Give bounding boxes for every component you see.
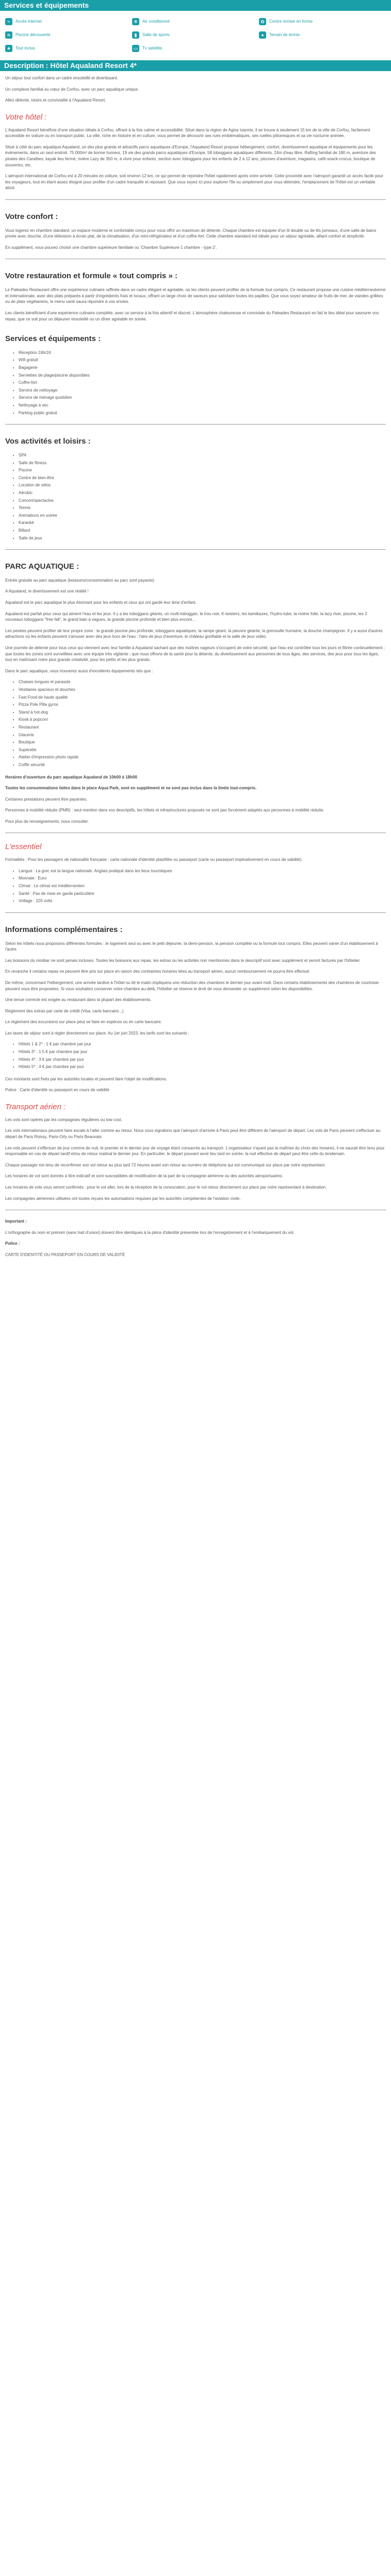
park-equipment-list <box>5 679 386 768</box>
service-label: Piscine découverte <box>15 32 51 38</box>
paragraph: Un séjour tout confort dans un cadre ensoleillé et divertissant. <box>5 76 118 80</box>
paragraph: Dans le parc aquatique, vous trouverez aussi d'excellents équipements tels que : <box>5 668 153 673</box>
service-item <box>259 31 386 39</box>
list-item: • Monnaie : Euro <box>19 875 386 882</box>
police-label: Police : <box>5 1241 20 1246</box>
tennis-icon: ● <box>259 31 266 39</box>
list-item: • Concert/spectacles <box>19 498 386 504</box>
list-item: • Tennis <box>19 505 386 511</box>
gym-icon: ▮ <box>132 31 139 39</box>
paragraph: Règlement des extras par carte de crédit (Visa, carte bancaire...). <box>5 1008 125 1013</box>
list-item: • Coiffe sécurité <box>19 762 386 768</box>
service-item <box>259 18 386 25</box>
paragraph: Les vols sont opérés par les compagnies régulières ou low cost. <box>5 1117 122 1122</box>
paragraph: En revanche il certains repas ne peuvent être pris sur place en raison des contraintes horaires liées au transport aérien, aucun remboursement ne pourra être effectué. <box>5 969 311 974</box>
list-item: • Fast Food de haute qualité <box>19 694 386 701</box>
paragraph: Une journée de détente pour tous ceux qui viennent avec leur famille à Aqualand sachant que des maîtres nageurs s'occupent de votre sécurité, que l'eau est contrôlée tous les jours et filtrée continuellement ; que toutes les zones sont surveillées avec une équipe très vigilante ; que nous offrons de la santé pour la détente, du divertissement aux personnes de tous âges, des services, des jeux pour tous les âges, tout en maîtrisant notre plus grande créativité, pour les petits et les plus grands. <box>5 646 385 663</box>
paragraph: Les boissons du minibar ne sont jamais incluses. Toutes les boissons aux repas, les extras ou les activités non mentionnés dans le descriptif sont avec supplément et seront facturés par l'hôtelier. <box>5 958 361 963</box>
divider <box>5 549 386 550</box>
list-item: • Réception 24h/24 <box>19 350 386 356</box>
service-label: Tv satellite <box>142 46 162 51</box>
park-hours: Horaires d'ouverture du parc aquatique Aqualand de 10h00 à 18h00 <box>5 774 137 779</box>
services-panel <box>0 11 391 60</box>
divider <box>5 912 386 913</box>
paragraph: Un complexe familial au cœur de Corfou, avec un parc aquatique unique. <box>5 87 139 92</box>
wellness-icon: ✿ <box>259 18 266 25</box>
tax-list <box>5 1041 386 1070</box>
transport-heading: Transport aérien : <box>5 1103 66 1112</box>
paragraph: Les pesées peuvent profiter de leur propre zone : la grande piscine peu profonde, toboggans aquatiques, la rampe géant, la pieuvre géante, la grenouille humaine, la douche champignon. Il y a aussi d'autres attractions où les enfants peuvent s'amuser avec des jeux hors de l'eau : l'aire de jeux d'aventure, le château gonflable et la salle de jeux vidéo. <box>5 628 383 639</box>
list-item: • Hôtels 4* : 3 € par chambre par jour <box>19 1057 386 1063</box>
service-item <box>132 18 259 25</box>
list-item: • Salle de jeux <box>19 535 386 541</box>
description-title-bar: Description : Hôtel Aqualand Resort 4* <box>0 60 391 71</box>
list-item: • Atelier d'impression photo rapide <box>19 754 386 760</box>
paragraph: Aqualand est le parc aquatique le plus étonnant pour les enfants et ceux qui ont gardé leur âme d'enfant. <box>5 600 197 605</box>
list-item: • Restaurant <box>19 724 386 731</box>
service-label: Accès internet <box>15 19 42 24</box>
paragraph: Une tenue correcte est exigée au restaurant dans la plupart des établissements. <box>5 997 152 1003</box>
paragraph: En supplément, vous pouvez choisir une chambre supérieure familiale ou 'Chambre Supérieure 1 chambre - type 2'. <box>5 245 217 250</box>
list-item: • Hôtels 3* : 1.5 € par chambre par jour <box>19 1049 386 1055</box>
paragraph: Les horaires de vols vous seront confirmés : pour le vol aller, lors de la réception de la convocation, pour le vol retour directement sur place par notre représentant à destination. <box>5 1184 327 1190</box>
paragraph: Certaines prestations peuvent être payantes. <box>5 796 88 802</box>
list-item: • Animations en soirée <box>19 513 386 519</box>
paragraph: Selon les hôtels nous proposons différentes formules : le logement seul ou avec le petit déjeuner, la demi-pension, la pension complète ou la formule tout compris. Elles peuvent varier d'un établissement à l'autre. <box>5 941 378 952</box>
list-item: • Supérette <box>19 747 386 753</box>
paragraph: Personnes à mobilité réduite (PMR) : seul mention dans vos descriptifs, les hôtels et infrastructures proposés ne sont pas forcément adaptés aux personnes à mobilité réduite. <box>5 808 324 813</box>
list-item: • Boutique <box>19 739 386 745</box>
list-item: • SPA <box>19 452 386 459</box>
activities-heading: Vos activités et loisirs : <box>5 437 91 446</box>
list-item: • Billard <box>19 528 386 534</box>
service-label: Centre remise en forme <box>269 19 313 24</box>
paragraph: L'aéroport international de Corfou est à 20 minutes en voiture, soit environ 12 km, ce qui permet de rejoindre l'hôtel rapidement après votre arrivée. Cette proximité avec l'aéroport garantit un accès facile pour les voyageurs, tout en étant assez éloigné pour profiter d'un cadre tranquille et reposant. Que vous soyez ici pour explorer l'île ou simplement pour vous détendre, l'emplacement de l'hôtel est un véritable atout. <box>5 174 383 191</box>
list-item: • Coffre-fort <box>19 380 386 386</box>
service-label: Terrain de tennis <box>269 32 300 38</box>
paragraph: Les vols internationaux peuvent faire escale à l'aller comme au retour. Nous vous signalons que l'aéroport d'arrivée à Paris peut être différent de l'aéroport de départ. Les vols de Paris peuvent s'effectuer au départ de Paris Roissy, Paris-Orly ou Paris Beauvais. <box>5 1128 381 1139</box>
service-item <box>132 45 259 52</box>
paragraph: Situé à côté du parc aquatique Aqualand, un des plus grands et attractifs parcs aquatiques d'Europe, l'Aqualand Resort propose hébergement, confort, divertissement aquatique et équipements pour les évènements, dans un seul endroit. 75 000m² de bonne humeur, 19 vie des grands parcs aquatiques d'Europe, 58 toboggans aquatiques différents, 24m d'eau libre, Rafting familial de 180 m, aventure des pirates des Caraïbes, kayak lieu fermé, rivière Lazy de 350 m, à vivre pour enfants, section avec toboggans pour les enfants de 2 à 12 ans, piscines d'aventure, magasins, café-snack-crocus, boutique de souvenirs, etc. <box>5 144 376 167</box>
list-item: • Langue : La grec est la langue nationale. Anglais pratiqué dans les lieux touristiques <box>19 868 386 874</box>
service-item <box>132 31 259 39</box>
tv-icon: ▭ <box>132 45 139 52</box>
paragraph: L'Aqualand Resort bénéficie d'une situation idéale à Corfou, offrant à la fois calme et accessibilité. Situé dans la région de Agios Ioannis, il se trouve à seulement 15 km de la ville de Corfou, facilement accessible en voiture ou en transport public. La ville, riche en histoire et en culture, vous permet de découvrir ses rues emblématiques, ses ruelles pittoresques et sa vie nocturne animée. <box>5 127 370 139</box>
essentiel-list <box>5 868 386 904</box>
list-item: • Climat : Le climat est méditerranéen <box>19 883 386 889</box>
snowflake-icon: ❄ <box>132 18 139 25</box>
restaurant-heading: Votre restauration et formule « tout compris » : <box>5 272 177 281</box>
list-item: • Piscine <box>19 467 386 473</box>
paragraph: Les clients bénéficient d'une expérience culinaire complète, avec un service à la fois attentif et discret. L'atmosphère chaleureuse et conviviale du Paleades Restaurant en fait le lieu idéal pour savourer vos repas, que ce soit pour un déjeuner ensoleillé ou un dîner agréable en soirée. <box>5 310 379 321</box>
description-content <box>0 71 391 1258</box>
wifi-icon: ≈ <box>5 18 12 25</box>
paragraph: Le Paleades Restaurant offre une expérience culinaire raffinée dans un cadre élégant et agréable, où les clients peuvent profiter de la formule tout compris. Ce restaurant propose une cuisine méditerranéenne et internationale, avec des plats préparés à partir d'ingrédients frais et locaux, offrant un large choix de saveurs pour satisfaire toutes les papilles. Que vous soyez amateur de fruits de mer, de viandes grillées ou de plats végétariens, le menu varié saura répondre à vos envies. <box>5 287 386 304</box>
divider <box>5 199 386 200</box>
list-item: • Chaises longues et parasols <box>19 679 386 685</box>
list-item: • Service de ménage quotidien <box>19 395 386 401</box>
list-item: • Santé : Pas de mise en garde particulière <box>19 891 386 897</box>
list-item: • Salle de fitness <box>19 460 386 466</box>
paragraph: De même, concernant l'hébergement, une arrivée tardive à l'hôtel ou lié le matin impliquera une réduction des chambres le dernier jour avant midi. Dans certains établissements des chambres de courtoisie peuvent vous être proposées. Si vous souhaitez conserver votre chambre au-delà, l'hôtelier se réserve le droit de vous demander un supplément selon les disponibilités. <box>5 980 379 991</box>
paragraph: Les compagnies aériennes utilisées ont toutes reçues les autorisations requises par les autorités compétentes de l'aviation civile. <box>5 1196 241 1201</box>
services-grid <box>3 15 388 55</box>
list-item: • Nettoyage à sec <box>19 402 386 409</box>
services-heading: Services et équipements : <box>5 334 101 344</box>
comfort-heading: Votre confort : <box>5 212 58 221</box>
list-item: • Service de nettoyage <box>19 387 386 394</box>
list-item: • Voltage : 220 volts <box>19 898 386 904</box>
paragraph: Entrée gratuite au parc aquatique (boissons/consommation au parc sont payante) <box>5 578 155 583</box>
service-item <box>5 31 132 39</box>
services-list <box>5 350 386 416</box>
list-item: • Wifi gratuit <box>19 357 386 363</box>
list-item: • Bagagerie <box>19 365 386 371</box>
paragraph: Pour plus de renseignements, nous consulter. <box>5 819 89 824</box>
important-text: L'orthographe du nom et prénom (sans trait d'union) doivent être identiques à la pièce d'identité présentée lors de l'enregistrement et à l'embarquement du vol. <box>5 1230 295 1235</box>
tax-intro: Les taxes de séjour sont à régler directement sur place. Au 1er juin 2023, les tarifs sont les suivants : <box>5 1030 190 1036</box>
paragraph: A Aqualand, le divertissement est une réalité ! <box>5 589 89 594</box>
service-item <box>5 18 132 25</box>
list-item: • Hôtels 5* : 4 € par chambre par jour <box>19 1064 386 1070</box>
paragraph: Allez détente, loisirs et convivialité à l'Aqualand Resort. <box>5 98 106 103</box>
important-label: Important : <box>5 1219 27 1224</box>
list-item: • Kiosk à popcorn <box>19 717 386 723</box>
essentiel-intro: Formalités : Pour les passagers de nationalité française : carte nationale d'identité plastifiée ou passeport (carte ou passeport impérativement en cours de validité). <box>5 857 303 862</box>
tax-note: Ces montants sont fixés par les autorités locales et peuvent faire l'objet de modifications. <box>5 1076 168 1081</box>
list-item: • Karaoké <box>19 520 386 526</box>
list-item: • Hôtels 1 & 2* : 1 € par chambre par jour <box>19 1041 386 1047</box>
list-item: • Location de vélos <box>19 482 386 488</box>
service-label: Tout inclus <box>15 46 35 51</box>
service-label: Air conditionné <box>142 19 170 24</box>
list-item: • Glacerie <box>19 732 386 738</box>
paragraph: Aqualand est parfait pour ceux qui aiment l'eau et les jeux. Il y a les toboggans géants, un multi-toboggan, le trou noir, K-twisters, les kamikazes, l'hydro-tube, la rivière folle, la lazy river, piscine, les 2 nouveaux toboggans "free fall", le grand bain à vagues, la grande piscine profonde et bien plus encore... <box>5 611 367 622</box>
list-item: • Parking public gratuit <box>19 410 386 416</box>
paragraph: Les horaires de vol sont donnés à titre indicatif et sont susceptibles de modification de la part de la compagnie aérienne ou des autorités aéroportuaires. <box>5 1174 283 1179</box>
paragraph: Le règlement des excursions sur place peut se faire en espèces ou en carte bancaire. <box>5 1020 162 1025</box>
paragraph: Chaque passager est tenu de reconfirmer son vol retour au plus tard 72 heures avant son retour au numéro de téléphone qui est communiqué sur place par notre représentant. <box>5 1162 326 1167</box>
park-heading: PARC AQUATIQUE : <box>5 562 79 571</box>
list-item: • Pizza Pole Pilla gyros <box>19 702 386 708</box>
paragraph: Les vols peuvent s'effectuer de jour comme de nuit, le premier et le dernier jour de voyage étant consacrés au transport. L'organisateur n'ayant pas la maîtrise du choix des horaires, il ne saurait être tenu pour responsable en cas de départ tardif et/ou de retour matinal le dernier jour. En particulier, le départ pouvant avoir lieu tard en soirée, la nuit effective de départ peut être celle du lendemain. <box>5 1145 385 1157</box>
service-item <box>5 45 132 52</box>
paragraph: Vous logerez en chambre standard, un espace moderne et confortable conçu pour vous offrir un maximum de détente. Chaque chambre est équipée d'un lit double ou de lits jumeaux, d'une salle de bains privée avec douche, d'une télévision à écran plat, de la climatisation, d'un mini-réfrigérateur et d'un coffre-fort. Cette chambre standard est idéale pour un séjour agréable, alliant confort et simplicité. <box>5 228 377 239</box>
list-item: • Aérobic <box>19 490 386 496</box>
police-text: CARTE D'IDENTITÉ OU PASSEPORT EN COURS DE VALIDITÉ <box>5 1252 125 1257</box>
service-label: Salle de sports <box>142 32 170 38</box>
info-heading: Informations complémentaires : <box>5 925 123 934</box>
park-note: Toutes les consommations faites dans le place Aqua Park, sont en supplément et ne sont pas inclus dans la limite tout-compris. <box>5 786 257 791</box>
divider <box>5 424 386 425</box>
police-note: Police : Carte d'identité ou passeport en cours de validité <box>5 1088 109 1093</box>
list-item: • Stand à hot-dog <box>19 709 386 716</box>
essentiel-heading: L'essentiel <box>5 842 42 852</box>
activities-list <box>5 452 386 541</box>
services-title-bar: Services et équipements <box>0 0 391 11</box>
hotel-heading: Votre hôtel : <box>5 112 47 122</box>
pool-icon: ≋ <box>5 31 12 39</box>
all-inclusive-icon: ★ <box>5 45 12 52</box>
list-item: • Serviettes de plage/piscine disponibles <box>19 372 386 379</box>
list-item: • Vestiaires spacieux et douches <box>19 687 386 693</box>
list-item: • Centre de bien-être <box>19 475 386 481</box>
